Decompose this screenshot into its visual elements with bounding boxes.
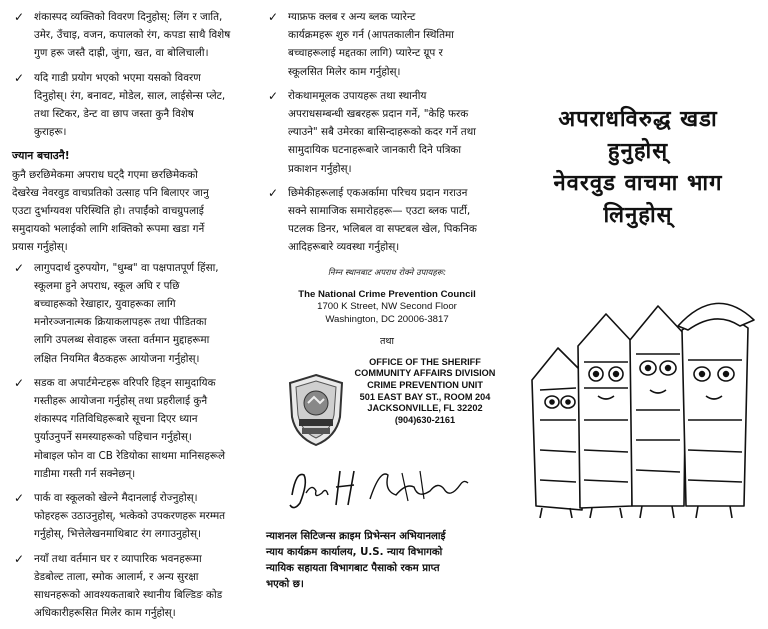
bullet-community-patrols xyxy=(12,374,252,483)
title-line-4: लिनुहोस् xyxy=(603,203,673,228)
and-word: तथा xyxy=(379,335,395,347)
bullet-park-cleanup xyxy=(12,489,252,544)
bullet-text: छिमेकीहरूलाई एकअर्कामा परिचय प्रदान गराउन सक्ने सामाजिक समारोहहरू— एउटा ब्लक पार्टी, पटलक डिनर, भलिबल वा सफ्टबल खेल, पिकनिक आदिहरूबारे व्यवस्था गर्नुहोस्। xyxy=(288,186,477,254)
check-icon: ✓ xyxy=(14,491,25,506)
bullet-security-devices xyxy=(12,550,252,623)
check-icon: ✓ xyxy=(14,551,25,566)
bullet-text: रोकथाममूलक उपायहरू तथा स्थानीय अपराधसम्बन्धी खबरहरू प्रदान गर्ने, "केहि फरक ल्याउने" सबै उमेरका बासिन्दाहरूको कदर गर्ने तथा सामुदायिक घटनाहरूबारे जानकारी दिने पत्रिका प्रकाशन गर्नुहोस्। xyxy=(288,89,476,175)
middle-column xyxy=(266,8,508,593)
bullet-text: यदि गाडी प्रयोग भएको भएमा यसको विवरण दिनुहोस्। रंग, बनावट, मोडेल, साल, लाईसेन्स प्लेट, तथा स्टिकर, डेन्ट वा छाप जस्ता कुनै विशेष कुराहरू। xyxy=(34,71,226,139)
check-icon: ✓ xyxy=(268,10,279,24)
sheriff-line: 501 EAST BAY ST., ROOM 204 xyxy=(359,391,491,402)
sheriff-line: COMMUNITY AFFAIRS DIVISION xyxy=(354,368,496,379)
sheriff-line: OFFICE OF THE SHERIFF xyxy=(369,356,481,367)
sheriff-line: JACKSONVILLE, FL 32202 xyxy=(367,403,483,414)
bullet-suspect-description xyxy=(12,8,252,63)
police-badge-icon xyxy=(286,373,346,447)
check-icon: ✓ xyxy=(14,260,25,275)
bullet-parent-programs xyxy=(266,8,508,81)
bullet-vehicle-description xyxy=(12,69,252,142)
bullet-newsletter xyxy=(266,87,508,178)
check-icon: ✓ xyxy=(14,70,25,85)
sheriff-line: CRIME PREVENTION UNIT xyxy=(367,380,483,391)
ncpc-address xyxy=(266,289,508,327)
neighborhood-houses-illustration xyxy=(522,270,758,520)
bullet-regular-meetings xyxy=(12,259,252,368)
sheriff-block xyxy=(266,357,508,453)
intro-paragraph: कुनै छरछिमेकमा अपराध घट्दै गएमा छरछिमेकको देखरेख नेवरवुड वाचप्रतिको उत्साह पनि बिलाएर जानु एउटा दुर्भाग्यवश परिस्थिति हो। तपाईंको वाचग्रुपलाई समुदायको भलाईको लागि शक्तिको रूपमा खडा गर्ने प्रयास गर्नुहोस्। xyxy=(12,168,209,254)
check-icon: ✓ xyxy=(14,10,25,24)
check-icon: ✓ xyxy=(268,88,279,103)
signature-icon xyxy=(284,465,474,513)
title-line-1: अपराधविरुद्ध खडा xyxy=(558,107,718,132)
sheriff-line: (904)630-2161 xyxy=(394,414,456,425)
title-line-2: हुनुहोस् xyxy=(607,139,669,164)
resources-caption: निम्न स्थानबाट अपराध रोक्ने उपायहरू: xyxy=(327,266,447,277)
bullet-text: सडक वा अपार्टमेन्टहरू वरिपरि हिड्न सामुदायिक गस्तीहरू आयोजना गर्नुहोस् तथा प्रहरीलाई कुनै शंकास्पद गतिविधिहरूबारे सूचना दिएर ध्यान पुर्याउनुपर्ने समस्याहरूको पहिचान गर्नुहोस्। मोबाइल फोन वा CB रेडियोका साथमा मानिसहरूले गाडीमा गस्ती गर्न सक्नेछन्। xyxy=(34,376,225,480)
ncpc-address-line1: 1700 K Street, NW Second Floor xyxy=(317,301,457,313)
cover-panel xyxy=(516,8,760,588)
check-icon: ✓ xyxy=(14,375,25,390)
section-heading: ज्यान बचाउनै! xyxy=(12,149,70,163)
bullet-text: लागुपदार्थ दुरुपयोग, "धुम्ब" वा पक्षपातपूर्ण हिंसा, स्कूलमा हुने अपराध, स्कूल अघि र पछि बच्चाहरूको रेखाहार, युवाहरूका लागि मनोरञ्जनात्मक क्रियाकलापहरू तथा पीडितका लागि उपलब्ध सेवाहरू जस्ता वर्तमान मुद्दाहरूमा लक्षित नियमित बैठकहरू आयोजना गर्नुहोस्। xyxy=(34,261,219,365)
sheriff-address xyxy=(340,357,510,427)
funding-note: न्याशनल सिटिजन्स क्राइम प्रिभेन्सन अभियानलाई न्याय कार्यक्रम कार्यालय, U.S. न्याय विभागको न्यायिक सहायता विभागबाट पैसाको रकम प्राप्त भएको छ। xyxy=(266,531,446,591)
bullet-social-events xyxy=(266,184,508,257)
ncpc-address-line2: Washington, DC 20006-3817 xyxy=(325,314,449,326)
bullet-text: नयाँ तथा वर्तमान घर र व्यापारिक भवनहरूमा डेडबोल्ट ताला, स्मोक आलार्म, र अन्य सुरक्षा साधनहरूको आवश्यकताबारे स्थानीय बिल्डिङ कोड अधिकारीहरूसित मिलेर काम गर्नुहोस्। xyxy=(34,552,223,620)
title-line-3: नेवरवुड वाचमा भाग xyxy=(553,171,723,196)
left-column xyxy=(12,8,252,629)
ncpc-name: The National Crime Prevention Council xyxy=(298,288,476,300)
bullet-text: पार्क वा स्कूलको खेल्ने मैदानलाई रोज्नुहोस्। फोहरहरू उठाउनुहोस्, भत्केको उपकरणहरू मरम्मत गर्नुहोस्, भित्तेलेखनमाथिबाट रंग लगाउनुहोस्। xyxy=(34,492,226,541)
cover-title xyxy=(516,104,760,232)
bullet-text: शंकास्पद व्यक्तिको विवरण दिनुहोस्: लिंग र जाति, उमेर, उँचाइ, वजन, कपालको रंग, कपडा साथै विशेष गुण हरू जस्तै दाह्री, जुंगा, खत, वा बोलिचाली। xyxy=(34,11,231,60)
check-icon: ✓ xyxy=(268,185,279,200)
bullet-text: ग्याफ्रफ क्लब र अन्य ब्लक प्यारेन्ट कार्यक्रमहरू शुरु गर्न (आपतकालीन स्थितिमा बच्चाहरूलाई मद्दतका लागि) प्यारेन्ट ग्रूप र स्कूलसित मिलेर काम गर्नुहोस्। xyxy=(288,11,454,78)
